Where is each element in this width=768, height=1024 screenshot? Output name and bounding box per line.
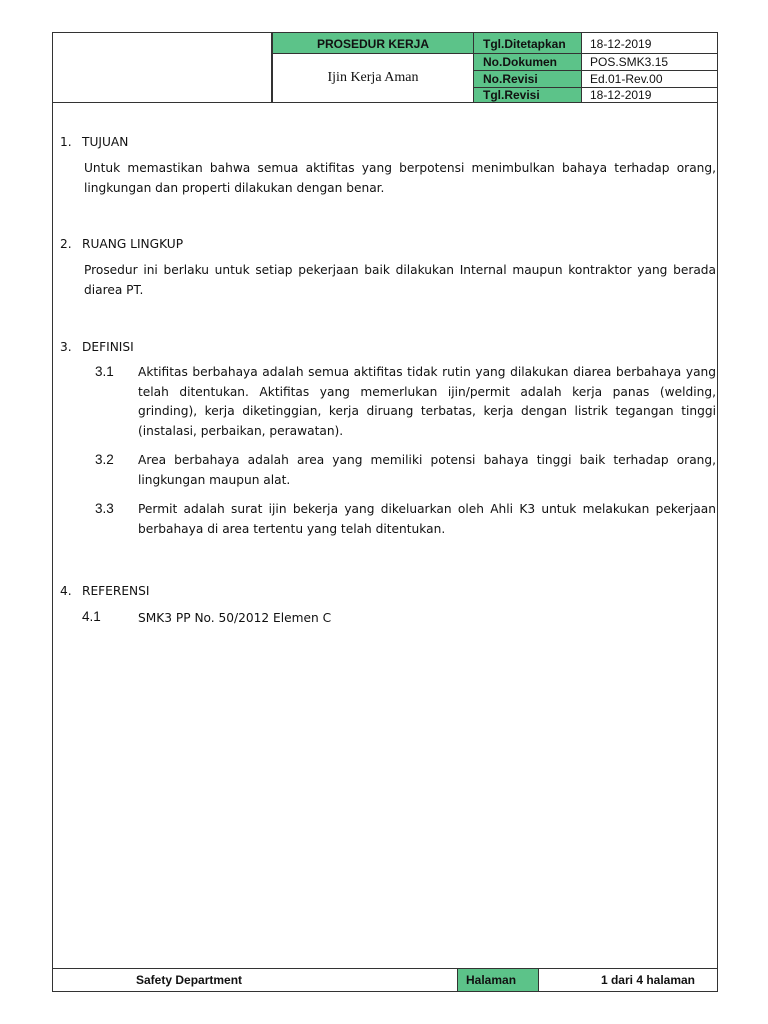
- item-text-3-2: Area berbahaya adalah area yang memiliki potensi bahaya tinggi baik terhadap orang, lingkungan maupun alat.: [138, 453, 716, 487]
- section-heading-definisi: [60, 340, 134, 354]
- section-number: 2.: [60, 237, 72, 251]
- footer-page-value: 1 dari 4 halaman: [600, 973, 696, 987]
- value-tgl-revisi: 18-12-2019: [581, 87, 718, 103]
- section-title: RUANG LINGKUP: [82, 237, 184, 251]
- section-number: 3.: [60, 340, 72, 354]
- section-title: DEFINISI: [82, 340, 134, 354]
- value-tgl-ditetapkan: 18-12-2019: [581, 32, 718, 54]
- item-text-4-1: SMK3 PP No. 50/2012 Elemen C: [138, 611, 332, 625]
- item-number-3-3: 3.3: [95, 501, 114, 516]
- section-heading-tujuan: [60, 135, 128, 149]
- document-title: Ijin Kerja Aman: [272, 53, 474, 103]
- label-tgl-ditetapkan: Tgl.Ditetapkan: [473, 32, 582, 54]
- section-heading-referensi: [60, 584, 150, 598]
- item-number-4-1: 4.1: [82, 609, 101, 624]
- document-header: [52, 32, 718, 103]
- label-tgl-revisi: Tgl.Revisi: [473, 87, 582, 103]
- section-number: 1.: [60, 135, 72, 149]
- item-number-3-2: 3.2: [95, 452, 114, 467]
- section-text-tujuan: Untuk memastikan bahwa semua aktifitas yang berpotensi menimbulkan bahaya terhadap orang, lingkungan dan properti dilakukan dengan benar.: [84, 161, 716, 195]
- section-heading-ruang-lingkup: [60, 237, 183, 251]
- section-title: REFERENSI: [82, 584, 150, 598]
- section-title: TUJUAN: [82, 135, 129, 149]
- value-no-dokumen: POS.SMK3.15: [581, 53, 718, 71]
- item-text-3-3: Permit adalah surat ijin bekerja yang dikeluarkan oleh Ahli K3 untuk melakukan pekerjaan berbahaya di area tertentu yang telah ditentukan.: [138, 502, 716, 536]
- procedure-label: PROSEDUR KERJA: [272, 32, 474, 54]
- label-no-revisi: No.Revisi: [473, 70, 582, 88]
- document-footer: [52, 968, 718, 992]
- section-text-ruang-lingkup: Prosedur ini berlaku untuk setiap pekerjaan baik dilakukan Internal maupun kontraktor yang berada diarea PT.: [84, 263, 716, 297]
- header-logo-area: [52, 32, 272, 103]
- footer-department: Safety Department: [136, 973, 243, 987]
- value-no-revisi: Ed.01-Rev.00: [581, 70, 718, 88]
- item-text-3-1: Aktifitas berbahaya adalah semua aktifitas tidak rutin yang dilakukan diarea berbahaya yang telah ditentukan. Aktifitas yang memerlukan ijin/permit adalah kerja panas (welding, grinding), kerja diketinggian, kerja diruang terbatas, kerja dengan listrik tegangan tinggi (instalasi, perbaikan, perawatan).: [138, 365, 716, 438]
- item-number-3-1: 3.1: [95, 364, 114, 379]
- footer-page-label: Halaman: [457, 969, 539, 991]
- label-no-dokumen: No.Dokumen: [473, 53, 582, 71]
- section-number: 4.: [60, 584, 72, 598]
